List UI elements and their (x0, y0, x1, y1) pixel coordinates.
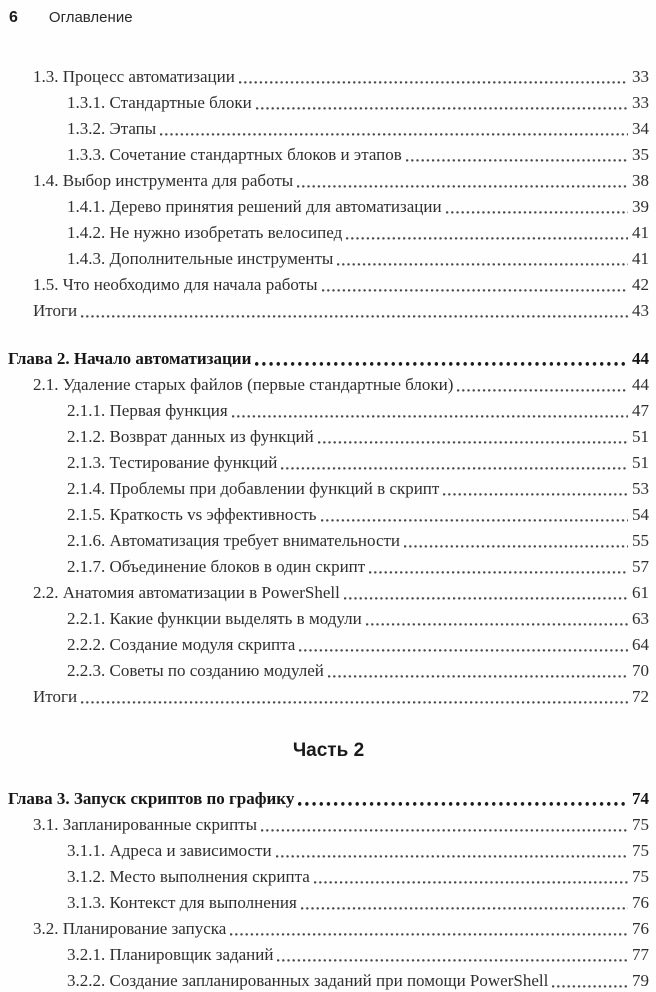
dot-leader (299, 649, 628, 652)
dot-leader (346, 237, 628, 240)
toc-entry-label: 2.1.4. Проблемы при добавлении функций в скрипт (67, 479, 440, 498)
toc-entry-page: 64 (632, 635, 649, 654)
toc-entry[interactable] (8, 684, 649, 710)
dot-leader (160, 133, 628, 136)
toc-entry-page: 55 (632, 531, 649, 550)
toc-entry-label: 2.1.1. Первая функция (67, 401, 228, 420)
toc-entry-label: 1.4.3. Дополнительные инструменты (67, 249, 334, 268)
toc-chapter-entry[interactable] (8, 346, 649, 372)
toc-entry-label: 3.1.2. Место выполнения скрипта (67, 867, 310, 886)
dot-leader (277, 959, 628, 962)
toc-entry-page: 35 (632, 145, 649, 164)
toc-entry-label: 3.1. Запланированные скрипты (33, 815, 258, 834)
toc-entry-label: 3.2.1. Планировщик заданий (67, 945, 274, 964)
dot-leader (318, 441, 628, 444)
toc-entry-page: 53 (632, 479, 649, 498)
toc-entry-page: 70 (632, 661, 649, 680)
dot-leader (298, 802, 628, 806)
toc-entry[interactable] (8, 116, 649, 142)
dot-leader (281, 467, 628, 470)
dot-leader (81, 315, 628, 318)
part-heading-label: Часть 2 (292, 740, 365, 761)
toc-entry[interactable] (8, 916, 649, 942)
dot-leader (328, 675, 628, 678)
toc-entry[interactable] (8, 606, 649, 632)
toc-entry[interactable] (8, 246, 649, 272)
toc-entry-page: 42 (632, 275, 649, 294)
toc-entry[interactable] (8, 298, 649, 324)
toc-entry-label: 3.2. Планирование запуска (33, 919, 227, 938)
toc-entry-label: 2.2. Анатомия автоматизации в PowerShell (33, 583, 340, 602)
toc-entry[interactable] (8, 968, 649, 992)
dot-leader (230, 933, 628, 936)
toc-entry-page: 39 (632, 197, 649, 216)
toc-entry-page: 43 (632, 301, 649, 320)
dot-leader (81, 701, 628, 704)
dot-leader (552, 985, 628, 988)
dot-leader (457, 389, 628, 392)
toc-entry-page: 44 (632, 349, 649, 368)
toc-entry-label: 1.4.1. Дерево принятия решений для автоматизации (67, 197, 442, 216)
toc-entry[interactable] (8, 142, 649, 168)
dot-leader (369, 571, 628, 574)
toc-entry[interactable] (8, 372, 649, 398)
toc-entry-page: 75 (632, 867, 649, 886)
dot-leader (443, 493, 628, 496)
toc-entry-label: 2.1.6. Автоматизация требует внимательности (67, 531, 401, 550)
toc-entry[interactable] (8, 476, 649, 502)
toc-entry-label: 2.2.2. Создание модуля скрипта (67, 635, 296, 654)
running-header (0, 0, 656, 28)
dot-leader (344, 597, 628, 600)
dot-leader (321, 519, 628, 522)
toc-entry[interactable] (8, 632, 649, 658)
toc-entry-label: Глава 2. Начало автоматизации (8, 349, 252, 368)
toc-list (0, 64, 656, 992)
part-heading (8, 738, 649, 764)
toc-entry[interactable] (8, 90, 649, 116)
toc-entry-label: 1.3. Процесс автоматизации (33, 67, 235, 86)
toc-entry[interactable] (8, 942, 649, 968)
dot-leader (297, 185, 628, 188)
toc-entry-page: 54 (632, 505, 649, 524)
dot-leader (404, 545, 628, 548)
toc-entry[interactable] (8, 838, 649, 864)
toc-entry-page: 44 (632, 375, 649, 394)
toc-entry-page: 51 (632, 427, 649, 446)
toc-entry-page: 76 (632, 893, 649, 912)
toc-entry-page: 41 (632, 223, 649, 242)
toc-entry-page: 76 (632, 919, 649, 938)
toc-entry-label: 1.3.3. Сочетание стандартных блоков и этапов (67, 145, 402, 164)
toc-entry-page: 57 (632, 557, 649, 576)
toc-entry-page: 77 (632, 945, 649, 964)
toc-entry[interactable] (8, 194, 649, 220)
toc-entry-label: Итоги (33, 687, 78, 706)
toc-entry[interactable] (8, 502, 649, 528)
toc-entry-label: 2.1.5. Краткость vs эффективность (67, 505, 317, 524)
toc-entry-label: 1.4.2. Не нужно изобретать велосипед (67, 223, 343, 242)
toc-entry[interactable] (8, 864, 649, 890)
toc-entry-page: 41 (632, 249, 649, 268)
toc-entry[interactable] (8, 890, 649, 916)
toc-entry-label: 1.5. Что необходимо для начала работы (33, 275, 318, 294)
toc-entry-page: 74 (632, 789, 649, 808)
running-page-number: 6 (9, 9, 18, 26)
toc-entry-page: 63 (632, 609, 649, 628)
toc-entry-label: 3.2.2. Создание запланированных заданий при помощи PowerShell (67, 971, 549, 990)
running-header-title: Оглавление (48, 9, 133, 26)
toc-entry[interactable] (8, 658, 649, 684)
dot-leader (276, 855, 628, 858)
toc-entry-page: 38 (632, 171, 649, 190)
toc-entry-page: 33 (632, 67, 649, 86)
toc-chapter-entry[interactable] (8, 786, 649, 812)
toc-entry[interactable] (8, 398, 649, 424)
toc-entry-page: 51 (632, 453, 649, 472)
toc-entry-label: 3.1.3. Контекст для выполнения (67, 893, 297, 912)
toc-entry[interactable] (8, 168, 649, 194)
toc-entry[interactable] (8, 424, 649, 450)
dot-leader (255, 362, 628, 366)
toc-entry-page: 47 (632, 401, 649, 420)
dot-leader (406, 159, 628, 162)
toc-entry-label: 3.1.1. Адреса и зависимости (67, 841, 272, 860)
toc-entry[interactable] (8, 812, 649, 838)
toc-entry[interactable] (8, 450, 649, 476)
toc-entry-label: 2.1.3. Тестирование функций (67, 453, 278, 472)
dot-leader (261, 829, 628, 832)
toc-entry-label: 2.2.1. Какие функции выделять в модули (67, 609, 362, 628)
toc-entry-page: 61 (632, 583, 649, 602)
dot-leader (314, 881, 628, 884)
toc-entry[interactable] (8, 580, 649, 606)
toc-entry[interactable] (8, 64, 649, 90)
toc-entry-page: 75 (632, 841, 649, 860)
toc-entry-page: 33 (632, 93, 649, 112)
dot-leader (446, 211, 628, 214)
dot-leader (322, 289, 628, 292)
toc-entry-label: 2.1.2. Возврат данных из функций (67, 427, 314, 446)
toc-entry[interactable] (8, 272, 649, 298)
toc-entry-label: 1.3.1. Стандартные блоки (67, 93, 252, 112)
toc-entry[interactable] (8, 554, 649, 580)
toc-entry-label: 2.1. Удаление старых файлов (первые стандартные блоки) (33, 375, 454, 394)
dot-leader (232, 415, 628, 418)
toc-entry-label: 2.1.7. Объединение блоков в один скрипт (67, 557, 366, 576)
toc-entry-label: 1.4. Выбор инструмента для работы (33, 171, 294, 190)
dot-leader (301, 907, 628, 910)
toc-entry[interactable] (8, 528, 649, 554)
dot-leader (256, 107, 628, 110)
dot-leader (366, 623, 628, 626)
toc-entry-label: Итоги (33, 301, 78, 320)
toc-entry-label: 2.2.3. Советы по созданию модулей (67, 661, 324, 680)
toc-entry-page: 34 (632, 119, 649, 138)
dot-leader (337, 263, 628, 266)
toc-entry[interactable] (8, 220, 649, 246)
dot-leader (239, 81, 628, 84)
toc-entry-page: 72 (632, 687, 649, 706)
toc-entry-label: Глава 3. Запуск скриптов по графику (8, 789, 295, 808)
toc-entry-label: 1.3.2. Этапы (67, 119, 157, 138)
toc-entry-page: 75 (632, 815, 649, 834)
toc-entry-page: 79 (632, 971, 649, 990)
